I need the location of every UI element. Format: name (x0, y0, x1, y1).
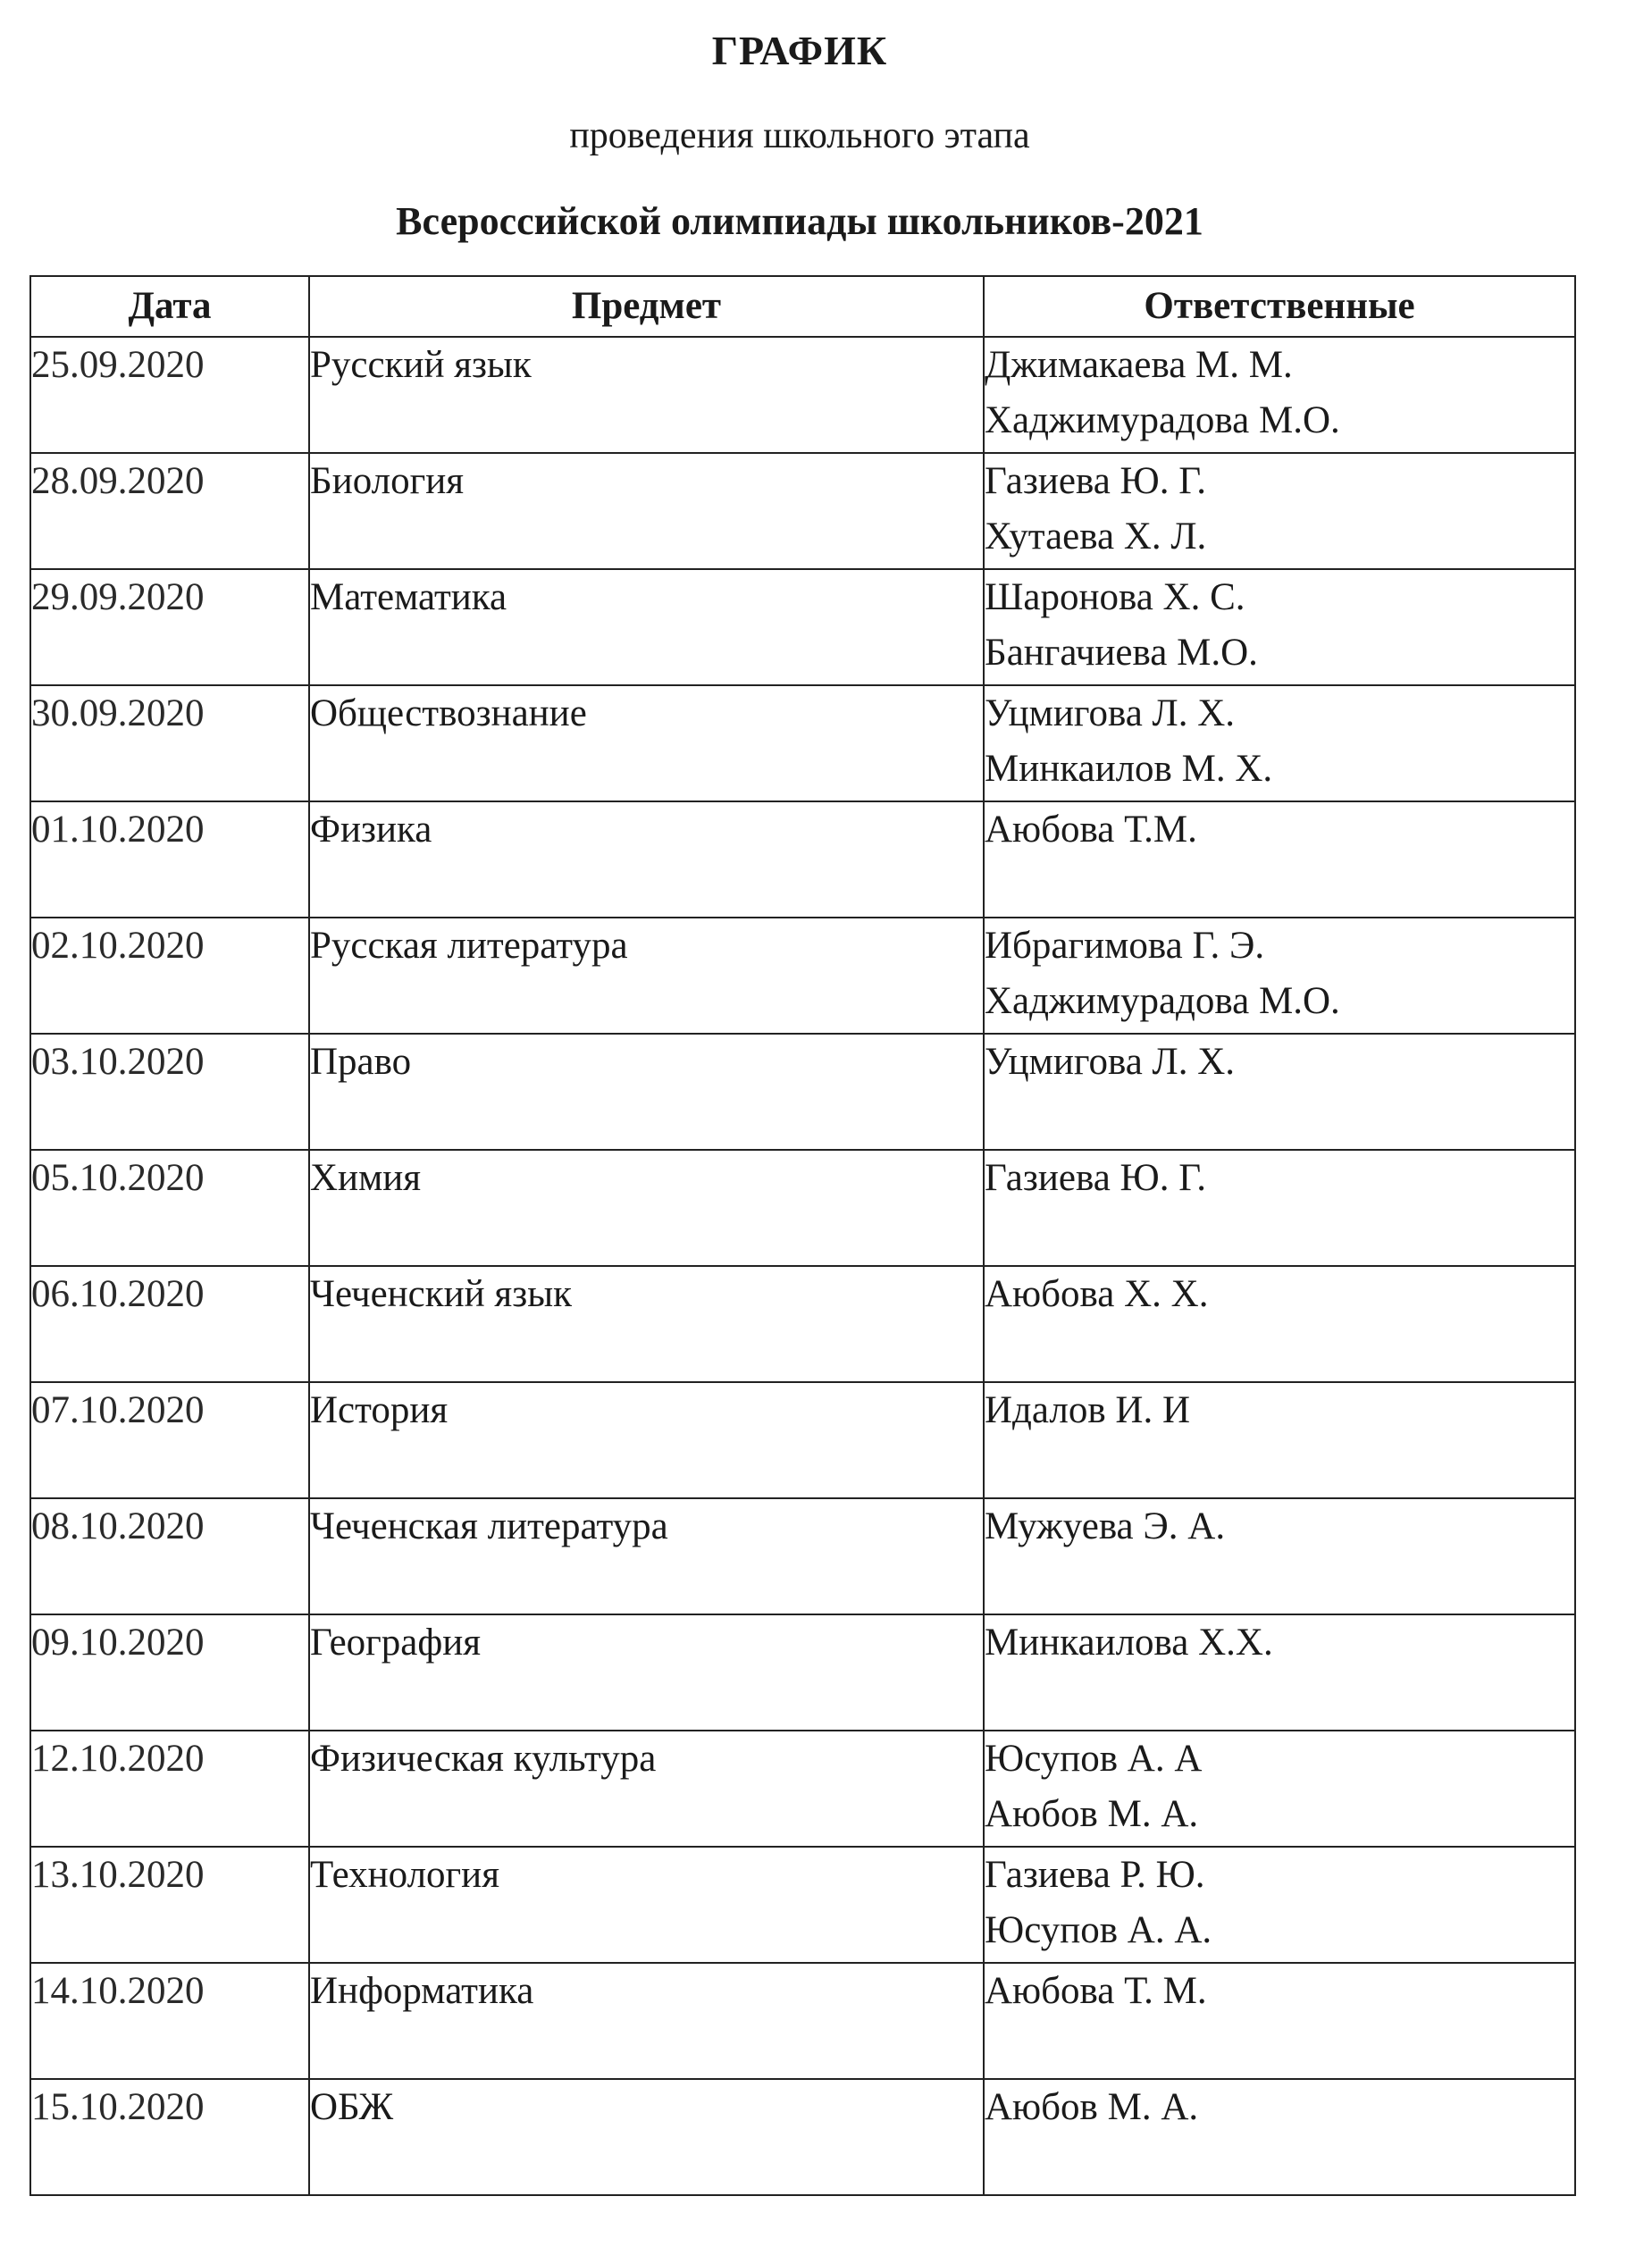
date-cell: 03.10.2020 (30, 1034, 309, 1150)
table-row (30, 801, 1575, 918)
date-cell: 09.10.2020 (30, 1614, 309, 1731)
responsible-cell (984, 569, 1575, 685)
date-cell: 05.10.2020 (30, 1150, 309, 1266)
responsible-cell (984, 2079, 1575, 2195)
table-row (30, 1498, 1575, 1614)
date-cell: 29.09.2020 (30, 569, 309, 685)
responsible-cell (984, 1382, 1575, 1498)
responsible-name: Аюбова Т. М. (985, 1970, 1207, 2012)
responsible-cell (984, 1963, 1575, 2079)
date-cell: 14.10.2020 (30, 1963, 309, 2079)
table-row (30, 2079, 1575, 2195)
responsible-name: Юсупов А. А (985, 1738, 1203, 1780)
schedule-table (29, 275, 1576, 2196)
subject-cell: Математика (309, 569, 984, 685)
responsible-cell (984, 685, 1575, 801)
responsible-name: Шаронова Х. С. (985, 576, 1245, 618)
date-cell: 28.09.2020 (30, 453, 309, 569)
table-row (30, 1614, 1575, 1731)
responsible-name: Хаджимурадова М.О. (985, 399, 1340, 441)
responsible-cell (984, 918, 1575, 1034)
subject-cell: Физическая культура (309, 1731, 984, 1847)
table-row (30, 1963, 1575, 2079)
table-row (30, 569, 1575, 685)
table-row (30, 918, 1575, 1034)
table-row (30, 1150, 1575, 1266)
responsible-cell (984, 1498, 1575, 1614)
subject-cell: Биология (309, 453, 984, 569)
table-row (30, 1382, 1575, 1498)
date-cell: 15.10.2020 (30, 2079, 309, 2195)
responsible-name: Мужуева Э. А. (985, 1505, 1226, 1547)
date-cell: 30.09.2020 (30, 685, 309, 801)
date-cell: 25.09.2020 (30, 337, 309, 453)
responsible-cell (984, 1266, 1575, 1382)
subject-cell: Физика (309, 801, 984, 918)
responsible-name: Ибрагимова Г. Э. (985, 925, 1265, 967)
responsible-cell (984, 1034, 1575, 1150)
subject-cell: Химия (309, 1150, 984, 1266)
responsible-name: Уцмигова Л. Х. (985, 692, 1236, 734)
responsible-cell (984, 801, 1575, 918)
responsible-name: Аюбова Т.М. (985, 809, 1197, 851)
responsible-name: Газиева Ю. Г. (985, 460, 1206, 502)
responsible-name: Хутаева Х. Л. (985, 516, 1207, 557)
table-row (30, 685, 1575, 801)
responsible-name: Уцмигова Л. Х. (985, 1041, 1236, 1083)
responsible-name: Газиева Р. Ю. (985, 1854, 1205, 1896)
responsible-name: Минкаилов М. Х. (985, 748, 1273, 790)
responsible-cell (984, 1847, 1575, 1963)
table-row (30, 1034, 1575, 1150)
date-cell: 01.10.2020 (30, 801, 309, 918)
schedule-rows (30, 337, 1575, 2195)
responsible-name: Газиева Ю. Г. (985, 1157, 1206, 1199)
subject-cell: История (309, 1382, 984, 1498)
subject-cell: Русский язык (309, 337, 984, 453)
subject-cell: Право (309, 1034, 984, 1150)
date-cell: 06.10.2020 (30, 1266, 309, 1382)
date-cell: 08.10.2020 (30, 1498, 309, 1614)
subject-cell: Русская литература (309, 918, 984, 1034)
responsible-name: Минкаилова Х.Х. (985, 1622, 1273, 1664)
date-cell: 13.10.2020 (30, 1847, 309, 1963)
table-row (30, 453, 1575, 569)
responsible-name: Идалов И. И (985, 1389, 1191, 1431)
responsible-name: Аюбов М. А. (985, 2086, 1199, 2128)
table-row (30, 337, 1575, 453)
date-cell: 02.10.2020 (30, 918, 309, 1034)
responsible-cell (984, 1614, 1575, 1731)
table-row (30, 1266, 1575, 1382)
column-header-responsible: Ответственные (984, 276, 1575, 337)
table-row (30, 1731, 1575, 1847)
subject-cell: География (309, 1614, 984, 1731)
responsible-name: Хаджимурадова М.О. (985, 980, 1340, 1022)
responsible-name: Юсупов А. А. (985, 1909, 1212, 1951)
subject-cell: ОБЖ (309, 2079, 984, 2195)
responsible-cell (984, 1731, 1575, 1847)
responsible-cell (984, 1150, 1575, 1266)
subject-cell: Информатика (309, 1963, 984, 2079)
document-subtitle: проведения школьного этапа (569, 115, 1030, 156)
responsible-name: Бангачиева М.О. (985, 632, 1258, 674)
responsible-name: Джимакаева М. М. (985, 344, 1293, 386)
table-header-row (30, 276, 1575, 337)
responsible-name: Аюбов М. А. (985, 1793, 1199, 1835)
date-cell: 07.10.2020 (30, 1382, 309, 1498)
subject-cell: Технология (309, 1847, 984, 1963)
column-header-subject: Предмет (309, 276, 984, 337)
document-title: ГРАФИК (711, 28, 888, 73)
column-header-date: Дата (30, 276, 309, 337)
subject-cell: Чеченский язык (309, 1266, 984, 1382)
responsible-cell (984, 453, 1575, 569)
responsible-name: Аюбова Х. Х. (985, 1273, 1209, 1315)
subject-cell: Чеченская литература (309, 1498, 984, 1614)
subject-cell: Обществознание (309, 685, 984, 801)
document-subtitle-olympiad: Всероссийской олимпиады школьников-2021 (396, 199, 1203, 243)
responsible-cell (984, 337, 1575, 453)
date-cell: 12.10.2020 (30, 1731, 309, 1847)
table-row (30, 1847, 1575, 1963)
